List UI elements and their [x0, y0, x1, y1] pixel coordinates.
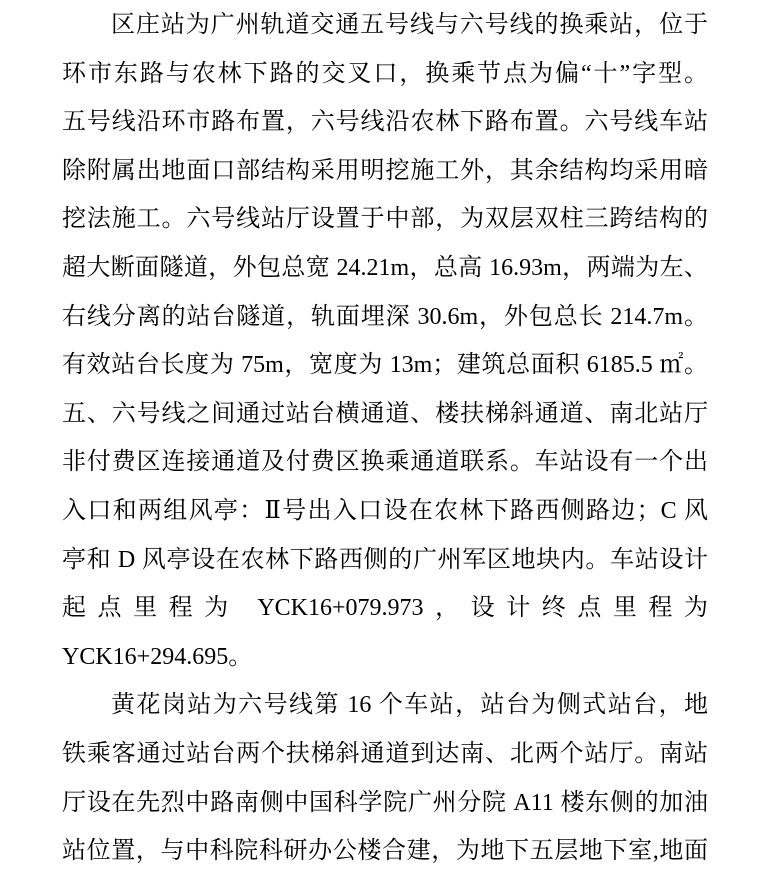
text-line: 厅设在先烈中路南侧中国科学院广州分院 A11 楼东侧的加油	[62, 789, 708, 816]
text-line: 亭和 D 风亭设在农林下路西侧的广州军区地块内。车站设计	[62, 546, 708, 573]
text-line: YCK16+294.695。	[62, 643, 253, 670]
text-line: 区庄站为广州轨道交通五号线与六号线的换乘站，位于	[111, 12, 708, 38]
text-line: 环市东路与农林下路的交叉口，换乘节点为偏“十”字型。	[62, 60, 708, 87]
text-line: 除附属出地面口部结构采用明挖施工外，其余结构均采用暗	[62, 157, 708, 184]
paragraph-quzhuang-station	[62, 1, 708, 681]
text-line: 起点里程为 YCK16+079.973，设计终点里程为	[62, 595, 708, 622]
document-body	[62, 1, 708, 876]
text-line: 黄花岗站为六号线第 16 个车站，站台为侧式站台，地	[111, 692, 708, 719]
text-line: 挖法施工。六号线站厅设置于中部，为双层双柱三跨结构的	[62, 206, 708, 233]
text-line: 非付费区连接通道及付费区换乘通道联系。车站设有一个出	[62, 449, 708, 476]
text-line: 入口和两组风亭：Ⅱ号出入口设在农林下路西侧路边；C 风	[62, 497, 708, 524]
text-line: 五号线沿环市路布置，六号线沿农林下路布置。六号线车站	[62, 109, 708, 136]
text-line: 铁乘客通过站台两个扶梯斜通道到达南、北两个站厅。南站	[62, 740, 708, 767]
text-line: 右线分离的站台隧道，轨面埋深 30.6m，外包总长 214.7m。	[62, 303, 708, 330]
text-line: 超大断面隧道，外包总宽 24.21m，总高 16.93m，两端为左、	[62, 254, 708, 281]
text-line: 站位置，与中科院科研办公楼合建，为地下五层地下室,地面	[62, 838, 708, 865]
text-line: 五、六号线之间通过站台横通道、楼扶梯斜通道、南北站厅	[62, 400, 708, 427]
text-line: 有效站台长度为 75m，宽度为 13m；建筑总面积 6185.5 ㎡。	[62, 352, 708, 379]
paragraph-huanghuagang-station	[62, 681, 708, 875]
